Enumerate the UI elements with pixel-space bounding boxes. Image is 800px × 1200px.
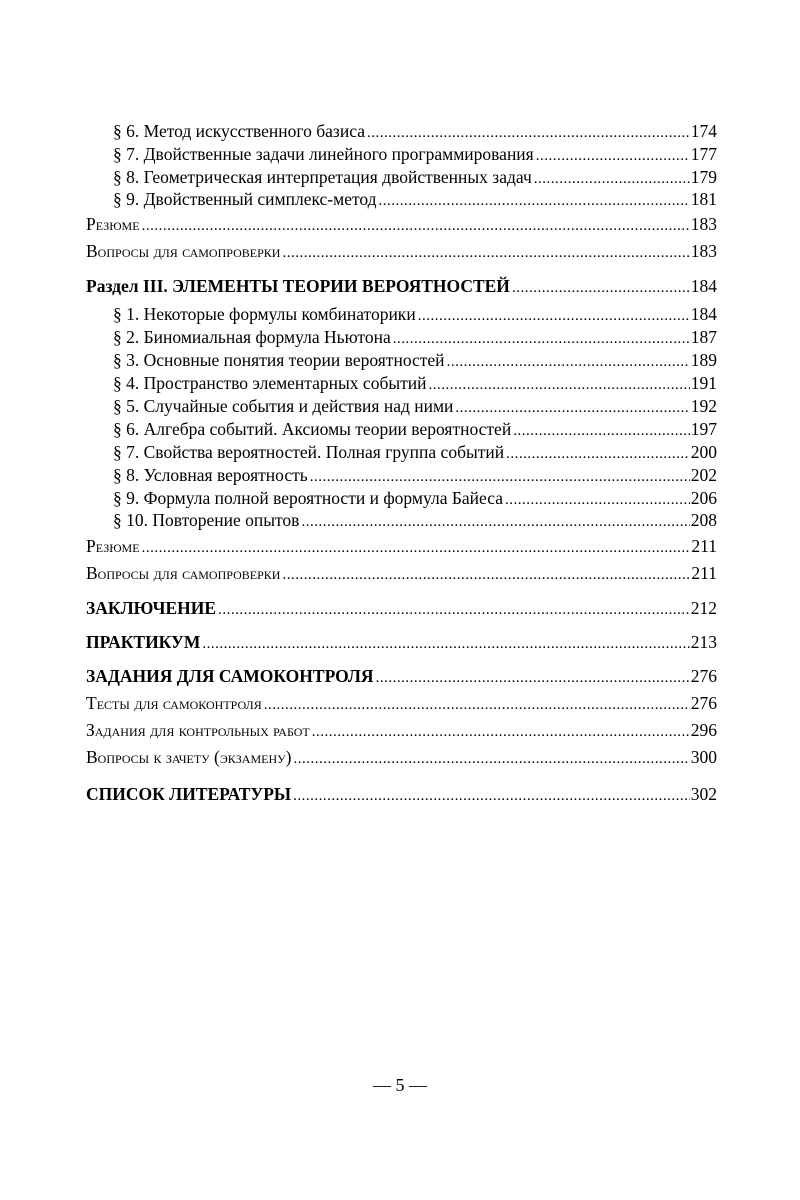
toc-entry — [113, 487, 717, 511]
toc-entry-page: 276 — [690, 693, 717, 713]
toc-entry-page: 174 — [690, 121, 717, 141]
dot-leader — [301, 511, 689, 533]
toc-entry — [86, 535, 717, 559]
toc-entry-title: § 8. Условная вероятность — [113, 465, 308, 485]
toc-entry-page: 300 — [690, 747, 717, 767]
dot-leader — [455, 397, 689, 419]
toc-entry — [113, 395, 717, 419]
toc-entry — [113, 372, 717, 396]
toc-entry-title: Вопросы к зачету (экзамену) — [86, 747, 292, 767]
toc-entry-title: Вопросы для самопроверки — [86, 563, 281, 583]
dot-leader — [393, 328, 690, 350]
toc-entry-title: Задания для контрольных работ — [86, 720, 310, 740]
toc-entry — [113, 509, 717, 533]
toc-entry — [86, 692, 717, 716]
dot-leader — [428, 374, 689, 396]
toc-entry-title: § 7. Свойства вероятностей. Полная группа событий — [113, 442, 505, 462]
dot-leader — [202, 633, 689, 655]
toc-entry-title: § 9. Формула полной вероятности и формула Байеса — [113, 488, 503, 508]
toc-entry-page: 191 — [690, 373, 717, 393]
toc-entry-page: 197 — [690, 419, 717, 439]
toc-entry-title: § 8. Геометрическая интерпретация двойственных задач — [113, 167, 532, 187]
dot-leader — [367, 122, 690, 144]
toc-entry-page: 184 — [690, 304, 717, 324]
dot-leader — [293, 748, 689, 770]
toc-entry-title: § 9. Двойственный симплекс-метод — [113, 189, 377, 209]
dot-leader — [534, 168, 690, 190]
toc-entry — [86, 746, 717, 770]
toc-entry-title: § 3. Основные понятия теории вероятностей — [113, 350, 445, 370]
toc-entry-title: § 4. Пространство элементарных событий — [113, 373, 427, 393]
toc-entry-title: § 6. Метод искусственного базиса — [113, 121, 365, 141]
toc-entry-page: 192 — [690, 396, 717, 416]
dot-leader — [376, 667, 690, 689]
dot-leader — [536, 145, 690, 167]
dot-leader — [142, 537, 691, 559]
dot-leader — [418, 305, 690, 327]
toc-entry — [86, 275, 717, 299]
dot-leader — [505, 489, 690, 511]
toc-entry — [113, 418, 717, 442]
toc-entry-page: 200 — [690, 442, 717, 462]
toc-entry — [86, 783, 717, 807]
toc-entry-page: 276 — [690, 666, 717, 686]
toc-entry-page: 183 — [690, 241, 717, 261]
toc-entry-title: § 7. Двойственные задачи линейного программирования — [113, 144, 534, 164]
toc-entry-page: 211 — [691, 536, 717, 556]
toc-entry-title: § 1. Некоторые формулы комбинаторики — [113, 304, 416, 324]
toc-entry-page: 181 — [690, 189, 717, 209]
toc-entry — [113, 166, 717, 190]
dot-leader — [312, 721, 690, 743]
toc-entry-page: 177 — [690, 144, 717, 164]
dot-leader — [512, 277, 690, 299]
toc-entry-title: ЗАКЛЮЧЕНИЕ — [86, 598, 217, 618]
toc-entry-title: Резюме — [86, 536, 140, 556]
dot-leader — [282, 564, 690, 586]
dot-leader — [142, 215, 690, 237]
toc-entry-title: § 2. Биномиальная формула Ньютона — [113, 327, 391, 347]
dot-leader — [218, 599, 690, 621]
toc-entry — [113, 120, 717, 144]
toc-entry-page: 212 — [690, 598, 717, 618]
toc-entry-title: Резюме — [86, 214, 140, 234]
dot-leader — [264, 694, 690, 716]
dot-leader — [447, 351, 690, 373]
dot-leader — [293, 785, 690, 807]
toc-entry — [86, 240, 717, 264]
toc-entry-page: 183 — [690, 214, 717, 234]
toc-entry-title: § 5. Случайные события и действия над ними — [113, 396, 454, 416]
toc-entry-page: 206 — [690, 488, 717, 508]
toc-entry-page: 202 — [690, 465, 717, 485]
toc-entry-page: 211 — [691, 563, 717, 583]
toc-entry — [113, 464, 717, 488]
toc-entry — [113, 326, 717, 350]
toc-entry-page: 302 — [690, 784, 717, 804]
dot-leader — [379, 190, 690, 212]
toc-entry-title: Вопросы для самопроверки — [86, 241, 281, 261]
page-number: — 5 — — [373, 1075, 427, 1095]
toc-entry — [113, 441, 717, 465]
toc-entry-page: 184 — [690, 276, 717, 296]
toc-entry-page: 187 — [690, 327, 717, 347]
toc-entry — [86, 213, 717, 237]
toc-entry — [113, 143, 717, 167]
toc-entry — [113, 188, 717, 212]
toc-entry-title: ЗАДАНИЯ ДЛЯ САМОКОНТРОЛЯ — [86, 666, 374, 686]
toc-entry-title: СПИСОК ЛИТЕРАТУРЫ — [86, 784, 292, 804]
toc-entry — [86, 719, 717, 743]
toc-entry — [86, 597, 717, 621]
toc-entry-page: 208 — [690, 510, 717, 530]
toc-entry — [86, 562, 717, 586]
toc-entry-page: 179 — [690, 167, 717, 187]
toc-entry — [86, 631, 717, 655]
toc-entry-title: ПРАКТИКУМ — [86, 632, 201, 652]
toc-entry-title: § 6. Алгебра событий. Аксиомы теории вероятностей — [113, 419, 512, 439]
toc-entry-page: 189 — [690, 350, 717, 370]
toc-entry — [86, 665, 717, 689]
dot-leader — [506, 443, 690, 465]
toc-entry-page: 213 — [690, 632, 717, 652]
dot-leader — [282, 242, 689, 264]
toc-entry-title: Раздел III. ЭЛЕМЕНТЫ ТЕОРИИ ВЕРОЯТНОСТЕЙ — [86, 276, 510, 296]
toc-entry-title: Тесты для самоконтроля — [86, 693, 262, 713]
dot-leader — [513, 420, 690, 442]
dot-leader — [310, 466, 690, 488]
toc-entry — [113, 303, 717, 327]
toc-entry-title: § 10. Повторение опытов — [113, 510, 300, 530]
toc-entry — [113, 349, 717, 373]
toc-entry-page: 296 — [690, 720, 717, 740]
